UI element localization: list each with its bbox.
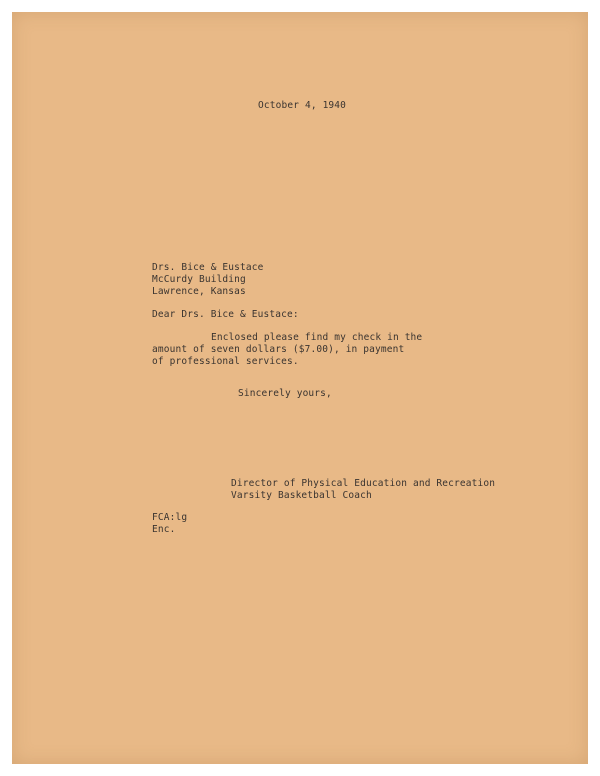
signature-title-2: Varsity Basketball Coach [231, 490, 372, 501]
body-line-2: amount of seven dollars ($7.00), in payment [152, 344, 405, 355]
salutation: Dear Drs. Bice & Eustace: [152, 309, 299, 320]
addressee-name: Drs. Bice & Eustace [152, 262, 264, 273]
body-line-1: Enclosed please find my check in the [211, 332, 423, 343]
reference-initials: FCA:lg [152, 512, 188, 523]
addressee-city: Lawrence, Kansas [152, 286, 246, 297]
letter-page [12, 12, 588, 764]
enclosure-note: Enc. [152, 524, 176, 535]
closing: Sincerely yours, [238, 388, 332, 399]
letter-date: October 4, 1940 [258, 100, 347, 111]
body-line-3: of professional services. [152, 356, 299, 367]
signature-title-1: Director of Physical Education and Recreation [231, 478, 496, 489]
addressee-building: McCurdy Building [152, 274, 246, 285]
